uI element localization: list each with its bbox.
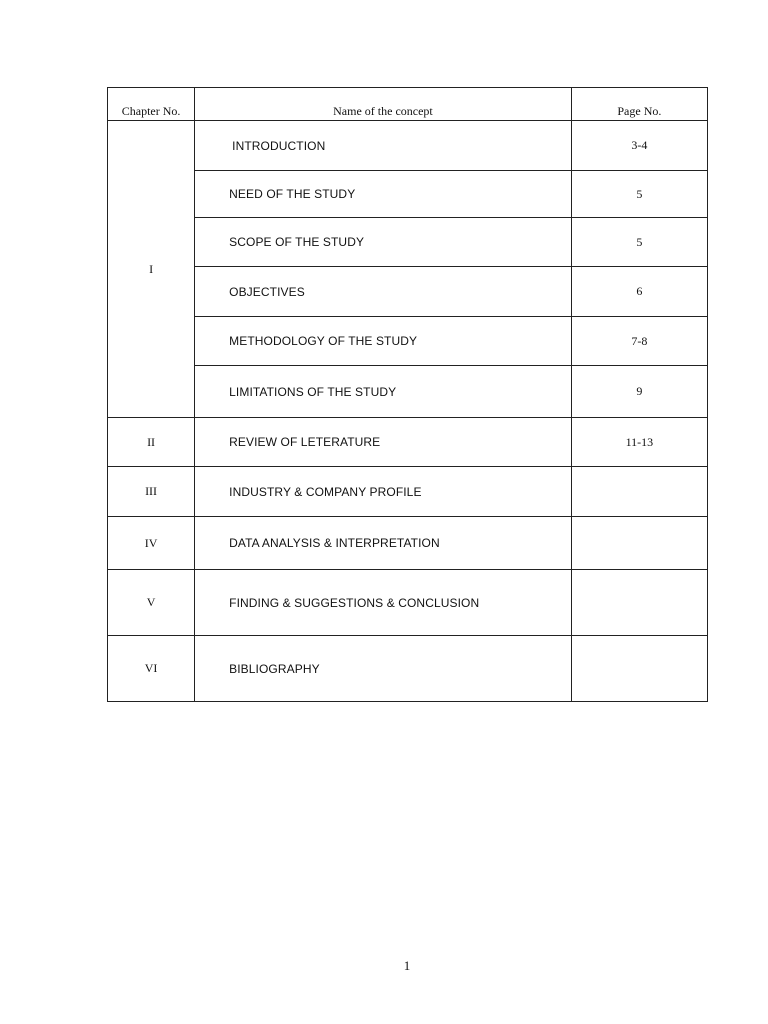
page-number: 1 [403,958,411,973]
table-row [108,317,708,366]
header-concept-name: Name of the concept [195,88,572,121]
page-number-cell: 6 [571,267,707,317]
table-row [108,517,708,570]
page-number-cell [571,467,707,517]
concept-name-cell: METHODOLOGY OF THE STUDY [195,317,572,366]
concept-name-cell: BIBLIOGRAPHY [195,636,572,702]
table-of-contents [107,87,708,702]
table-row [108,121,708,171]
page-number-cell: 5 [571,171,707,218]
chapter-number-cell: V [108,570,195,636]
table-row [108,636,708,702]
chapter-number-cell: VI [108,636,195,702]
chapter-number-cell: II [108,418,195,467]
page-number-cell [571,636,707,702]
table-row [108,267,708,317]
table-header-row [108,88,708,121]
table-row [108,467,708,517]
concept-name-cell: NEED OF THE STUDY [195,171,572,218]
table-row [108,218,708,267]
concept-name-cell: SCOPE OF THE STUDY [195,218,572,267]
concept-name-cell: INDUSTRY & COMPANY PROFILE [195,467,572,517]
concept-name-cell: REVIEW OF LETERATURE [195,418,572,467]
chapter-number-cell: IV [108,517,195,570]
table-row [108,570,708,636]
table-row [108,418,708,467]
page-number-cell: 3-4 [571,121,707,171]
page-number-cell: 9 [571,366,707,418]
page-number-cell [571,517,707,570]
page-number-cell: 11-13 [571,418,707,467]
page-number-cell: 5 [571,218,707,267]
chapter-number-cell: I [108,121,195,418]
page-number-cell: 7-8 [571,317,707,366]
page-number-cell [571,570,707,636]
concept-name-cell: FINDING & SUGGESTIONS & CONCLUSION [195,570,572,636]
table-row [108,366,708,418]
concept-name-cell: INTRODUCTION [195,121,572,171]
table-row [108,171,708,218]
concept-name-cell: OBJECTIVES [195,267,572,317]
header-page-no: Page No. [571,88,707,121]
concept-name-cell: LIMITATIONS OF THE STUDY [195,366,572,418]
concept-name-cell: DATA ANALYSIS & INTERPRETATION [195,517,572,570]
header-chapter-no: Chapter No. [108,88,195,121]
chapter-number-cell: III [108,467,195,517]
